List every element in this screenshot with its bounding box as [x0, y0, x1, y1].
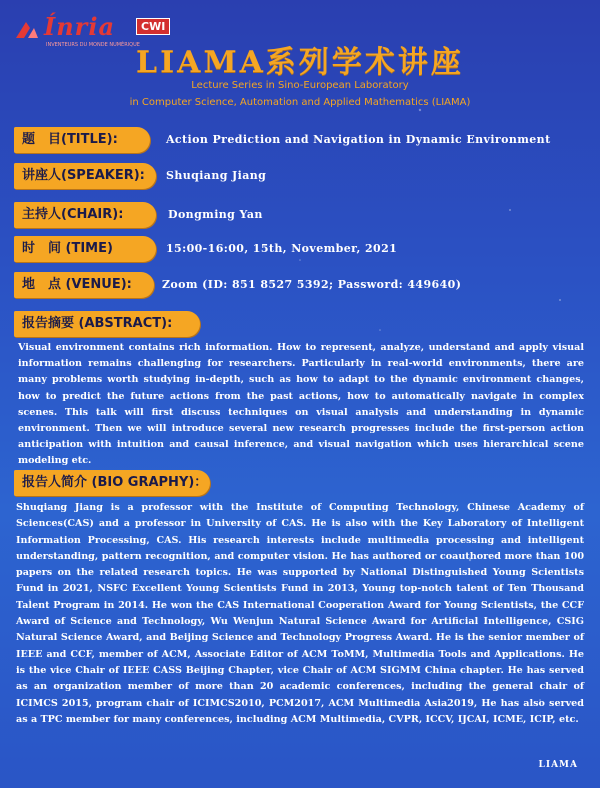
- time-value: 15:00-16:00, 15th, November, 2021: [166, 242, 398, 255]
- footer-liama: LIAMA: [538, 760, 578, 770]
- subtitle-line-2: in Computer Science, Automation and Applied Mathematics (LIAMA): [129, 97, 471, 108]
- page-title: LIAMA系列学术讲座: [136, 45, 464, 80]
- chair-label: 主持人(CHAIR):: [14, 202, 156, 228]
- cwi-logo: CWI: [136, 18, 170, 35]
- subtitle-line-1: Lecture Series in Sino-European Laboratory: [191, 80, 409, 91]
- chair-value: Dongming Yan: [168, 208, 263, 221]
- venue-value: Zoom (ID: 851 8527 5392; Password: 449640): [162, 278, 462, 291]
- abstract-label: 报告摘要 (ABSTRACT):: [14, 311, 200, 337]
- inria-tagline: INVENTEURS DU MONDE NUMÉRIQUE: [46, 42, 140, 48]
- speaker-label: 讲座人(SPEAKER):: [14, 163, 156, 189]
- inria-wordmark: Ínria: [44, 12, 115, 41]
- time-label: 时 间 (TIME): [14, 236, 156, 262]
- title-value: Action Prediction and Navigation in Dynamic Environment: [166, 133, 551, 146]
- bio-label: 报告人简介 (BIO GRAPHY)：: [14, 470, 210, 496]
- bio-text: Shuqiang Jiang is a professor with the Institute of Computing Technology, Chinese Academy of Sciences(CAS) and a professor in University of CAS. He is also with the Key Laboratory of Intelligent Information Processing, CAS. His research interests include multimedia processing and intelligent understanding, pattern recognition, and computer vision. He has authored or coauthored more than 100 papers on the related research topics. He was supported by National Distinguished Young Scientists Fund in 2021, NSFC Excellent Young Scientists Fund in 2013, Young top-notch talent of Ten Thousand Talent Program in 2014. He won the CAS International Cooperation Award for Young Scientists, the CCF Award of Science and Technology, Wu Wenjun Natural Science Award for Artificial Intelligence, CSIG Natural Science Award, and Beijing Science and Technology Progress Award. He is the senior member of IEEE and CCF, member of ACM, Associate Editor of ACM ToMM, Multimedia Tools and Applications. He is the vice Chair of IEEE CASS Beijing Chapter, vice Chair of ACM SIGMM China chapter. He has served as an organization member of more than 20 academic conferences, including the general chair of ICIMCS 2015, program chair of ICIMCS2010, PCM2017, ACM Multimedia Asia2019, He has also served as a TPC member for many conferences, including ACM Multimedia, CVPR, ICCV, IJCAI, ICME, ICIP, etc.: [16, 502, 584, 725]
- venue-label: 地 点 (VENUE):: [14, 272, 154, 298]
- speaker-value: Shuqiang Jiang: [166, 169, 267, 182]
- abstract-text: Visual environment contains rich information. How to represent, analyze, understand and apply visual information remains challenging for researchers. Particularly in real-world environments, there are many problems worth studying in-depth, such as how to adapt to the dynamic environment changes, how to predict the future actions from the past actions, how to automatically navigate in complex scenes. This talk will first discuss techniques on visual analysis and understanding in dynamic environment. Then we will introduce several new research progresses include the first-person action anticipation with intuition and causal inference, and visual navigation which uses hierarchical scene modeling etc.: [18, 342, 584, 467]
- title-label: 题 目(TITLE):: [14, 127, 150, 153]
